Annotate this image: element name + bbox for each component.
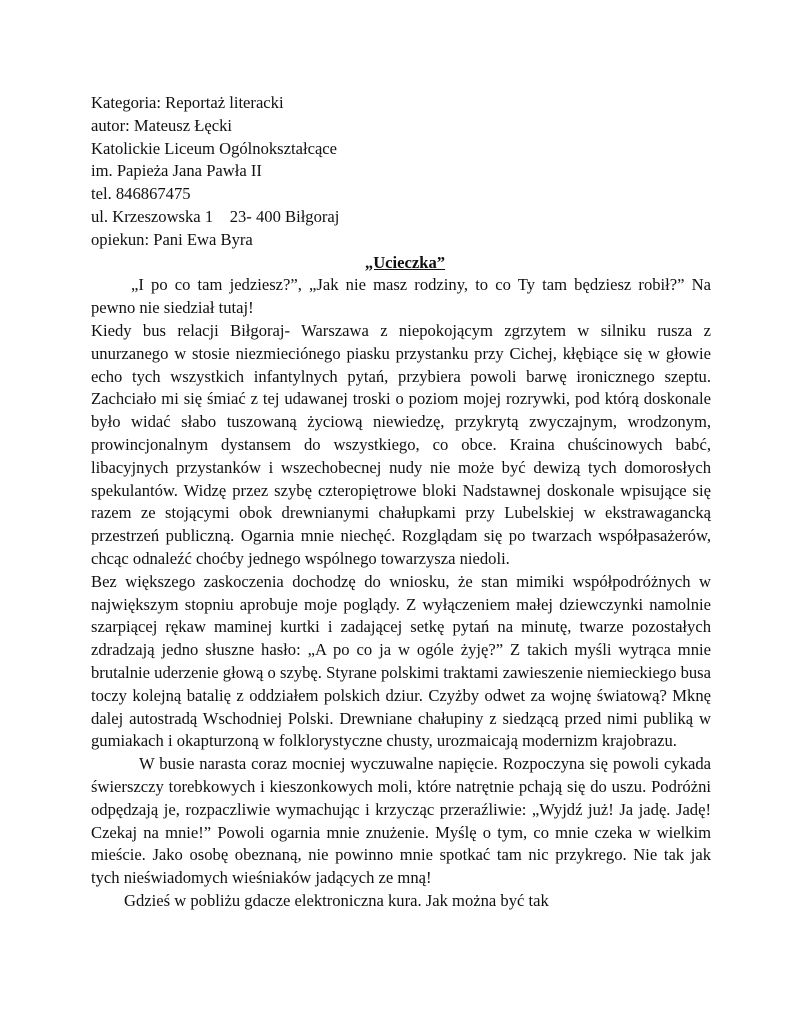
document-body bbox=[91, 92, 711, 913]
paragraph-opening-questions: „I po co tam jedziesz?”, „Jak nie masz rodziny, to co Ty tam będziesz robił?” Na pewno nie siedział tutaj! bbox=[91, 275, 711, 318]
paragraph-bus-departure: Kiedy bus relacji Biłgoraj- Warszawa z niepokojącym zgrzytem w silniku rusza z unurzanego w stosie niezmieciónego piasku przystanku przy Cichej, kłębiące się w głowie echo tych wszystkich infantylnych pytań, przybiera powoli barwę ironicznego szeptu. Zachciało mi się śmiać z tej udawanej troski o poziom mojej rozrywki, pod którą doskonale było widać słabo tuszowaną życiową niewiedzę, przykrytą zwyczajnym, wrodzonym, prowincjonalnym dystansem do wszystkiego, co obce. Kraina chuścinowych babć, libacyjnych przystanków i wszechobecnej nudy nie może być dewizą tych domorosłych spekulantów. Widzę przez szybę czteropiętrowe bloki Nadstawnej doskonale wpisujące się razem ze stojącymi obok drewnianymi chałupkami przy Lubelskiej w ekstrawagancką przestrzeń publiczną. Ogarnia mnie niechęć. Rozglądam się po twarzach współpasażerów, chcąc odnaleźć choćby jednego wspólnego towarzysza niedoli. bbox=[91, 320, 711, 568]
essay-title: „Ucieczka” bbox=[364, 252, 446, 272]
paragraph-tension: W busie narasta coraz mocniej wyczuwalne napięcie. Rozpoczyna się powoli cykada świerszczy torebkowych i kieszonkowych moli, które natrętnie pchają się do uszu. Podróżni odpędzają je, rozpaczliwie wymachując i krzycząc przeraźliwie: „Wyjdź już! Ja jadę. Jadę! Czekaj na mnie!” Powoli ogarnia mnie znużenie. Myślę o tym, co mnie czeka w wielkim mieście. Jako osobę obeznaną, nie powinno mnie spotkać tam nic przykrego. Nie tak jak tych nieświadomych wieśniaków jadących ze mną! bbox=[91, 754, 711, 888]
supervisor-line: opiekun: Pani Ewa Byra bbox=[91, 229, 253, 249]
paragraph-electronic-hen: Gdzieś w pobliżu gdacze elektroniczna kura. Jak można być tak bbox=[124, 890, 549, 910]
author-line: autor: Mateusz Łęcki bbox=[91, 115, 232, 135]
patron-line: im. Papieża Jana Pawła II bbox=[91, 161, 262, 181]
address-line: ul. Krzeszowska 1 23- 400 Biłgoraj bbox=[91, 206, 340, 226]
school-line: Katolickie Liceum Ogólnokształcące bbox=[91, 138, 338, 158]
paragraph-passengers: Bez większego zaskoczenia dochodzę do wniosku, że stan mimiki współpodróżnych w największym stopniu aprobuje moje poglądy. Z wyłączeniem małej dziewczynki namolnie szarpiącej rękaw maminej kurtki i zadającej setkę pytań na minutę, twarze pozostałych zdradzają jedno słuszne hasło: „A po co ja w ogóle żyję?” Z takich myśli wytrąca mnie brutalnie uderzenie głową o szybę. Styrane polskimi traktami zawieszenie niemieckiego busa toczy kolejną batalię z oddziałem polskich dziur. Czyżby odwet za wojnę światową? Mknę dalej autostradą Wschodniej Polski. Drewniane chałupiny z siedzącą przed nimi publiką w gumiakach i okapturzoną w folklorystyczne chusty, urozmaicają modernizm krajobrazu. bbox=[91, 571, 711, 751]
phone-line: tel. 846867475 bbox=[91, 184, 191, 204]
category-line: Kategoria: Reportaż literacki bbox=[91, 93, 284, 112]
